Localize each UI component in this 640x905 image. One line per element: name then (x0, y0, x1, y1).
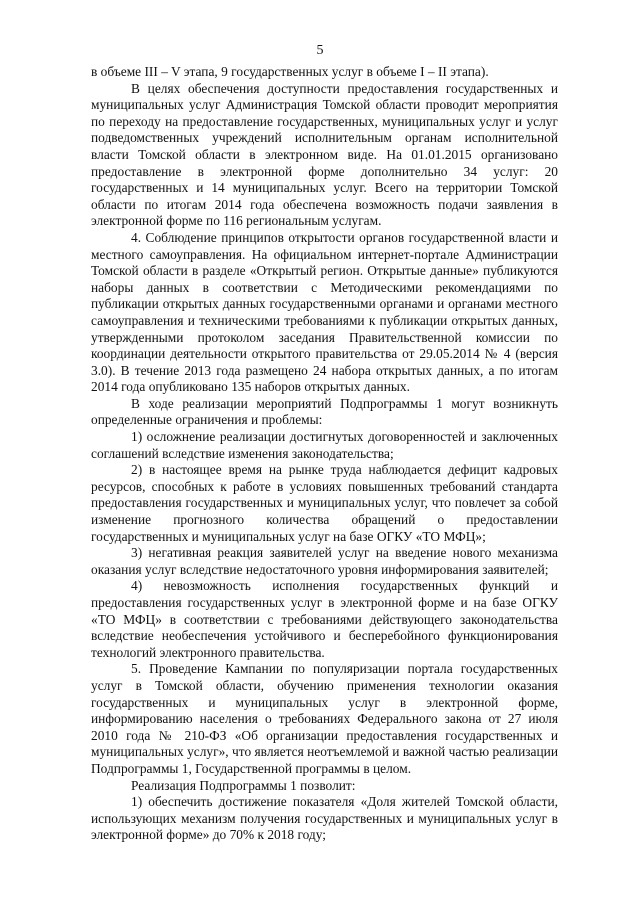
list-item: 2) в настоящее время на рынке труда наблюдается дефицит кадровых ресурсов, способных к работе в условиях повышенных требований стандарта предоставления государственных и муниципальных услуг, что повлечет за собой изменение прогнозного количества обращений о предоставлении государственных и муниципальных услуг на базе ОГКУ «ТО МФЦ»; (91, 462, 558, 544)
list-item: 4) невозможность исполнения государственных функций и предоставления государственных услуг в электронной форме и на базе ОГКУ «ТО МФЦ» в соответствии с требованиями действующего законодательства вследствие необеспечения устойчивого и бесперебойного функционирования технологий электронного правительства. (91, 578, 558, 660)
list-item: 1) осложнение реализации достигнутых договоренностей и заключенных соглашений вследствие изменения законодательства; (91, 429, 558, 461)
page-number: 5 (316, 43, 324, 58)
paragraph: 5. Проведение Кампании по популяризации портала государственных услуг в Томской области, обучению применения технологии оказания государственных и муниципальных услуг в электронной форме, информированию населения о требованиях Федерального закона от 27 июля 2010 года № 210-ФЗ «Об организации предоставления государственных и муниципальных услуг», что является неотъемлемой и важной частью реализации Подпрограммы 1, Государственной программы в целом. (91, 661, 558, 776)
list-item: 1) обеспечить достижение показателя «Доля жителей Томской области, использующих механизм получения государственных и муниципальных услуг в электронной форме» до 70% к 2018 году; (91, 794, 558, 843)
paragraph: в объеме III – V этапа, 9 государственных услуг в объеме I – II этапа). (91, 64, 489, 79)
document-body (91, 64, 558, 844)
list-item: 3) негативная реакция заявителей услуг на введение нового механизма оказания услуг вследствие недостаточного уровня информирования заявителей; (91, 545, 558, 577)
paragraph: Реализация Подпрограммы 1 позволит: (131, 777, 356, 793)
paragraph: 4. Соблюдение принципов открытости органов государственной власти и местного самоуправления. На официальном интернет-портале Администрации Томской области в разделе «Открытый регион. Открытые данные» публикуются наборы данных в соответствии с Методическими рекомендациями по публикации открытых данных государственными органами и органами местного самоуправления и техническими требованиями к публикации открытых данных, утвержденными протоколом заседания Правительственной комиссии по координации деятельности открытого правительства от 29.05.2014 № 4 (версия 3.0). В течение 2013 года размещено 24 набора открытых данных, а по итогам 2014 года опубликовано 135 наборов открытых данных. (91, 229, 558, 395)
paragraph: В целях обеспечения доступности предоставления государственных и муниципальных услуг Администрация Томской области проводит мероприятия по переходу на предоставление государственных, муниципальных услуг и услуг подведомственных учреждений исполнительным органам исполнительной власти Томской области в электронном виде. На 01.01.2015 организовано предоставление в электронной форме дополнительно 34 услуг: 20 государственных и 14 муниципальных услуг. Всего на территории Томской области по итогам 2014 года обеспечена возможность подачи заявления в электронной форме по 116 региональным услугам. (91, 80, 558, 229)
paragraph: В ходе реализации мероприятий Подпрограммы 1 могут возникнуть определенные ограничения и проблемы: (91, 395, 558, 428)
